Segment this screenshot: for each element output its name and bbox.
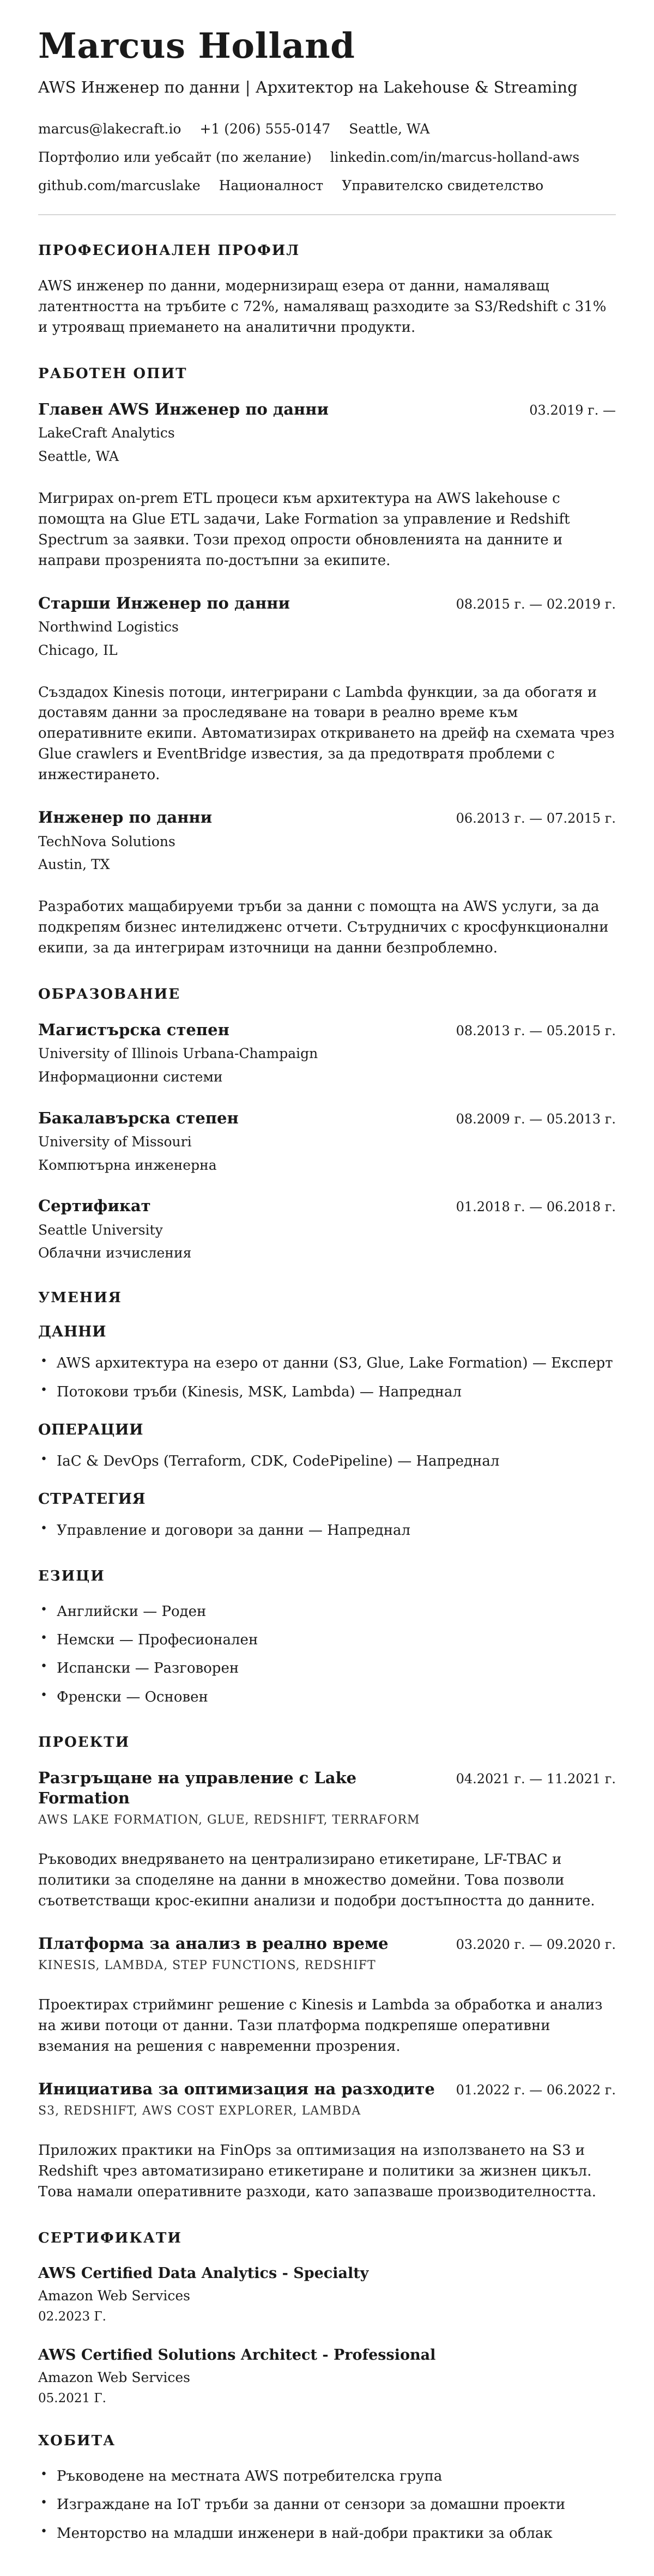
language-item: Испански — Разговорен bbox=[57, 1660, 239, 1677]
education-degree: Бакалавърска степен bbox=[38, 1108, 239, 1127]
section-title-languages: ЕЗИЦИ bbox=[38, 1568, 105, 1584]
education-field: Информационни системи bbox=[38, 1068, 223, 1085]
contact-phone: +1 (206) 555-0147 bbox=[199, 121, 331, 137]
section-profile bbox=[38, 242, 616, 338]
section-hobbies bbox=[38, 2433, 616, 2543]
list-item bbox=[38, 1521, 616, 1540]
skill-group-strategy: СТРАТЕГИЯ bbox=[38, 1491, 146, 1508]
job-description: Мигрирах on-prem ETL процеси към архитектура на AWS lakehouse с помощта на Glue ETL задачи, Lake Formation за управление и Redshift Spectrum за заявки. Този преход опрости обновленията на данните и направи прозренията по-достъпни за екипите. bbox=[38, 490, 570, 569]
language-item: Френски — Основен bbox=[57, 1688, 208, 1705]
list-item bbox=[38, 1687, 616, 1707]
job-dates: 03.2019 г. — bbox=[529, 403, 616, 418]
job-entry bbox=[38, 593, 616, 786]
education-field: Компютърна инженерна bbox=[38, 1157, 217, 1173]
project-entry bbox=[38, 2079, 616, 2203]
education-school: Seattle University bbox=[38, 1222, 163, 1238]
skill-list bbox=[38, 1451, 616, 1471]
contact-row-2 bbox=[38, 148, 616, 167]
list-item bbox=[38, 1630, 616, 1650]
project-tags: AWS LAKE FORMATION, GLUE, REDSHIFT, TERRAFORM bbox=[38, 1813, 420, 1827]
job-head bbox=[38, 399, 616, 419]
hobby-list bbox=[38, 2466, 616, 2543]
job-dates: 06.2013 г. — 07.2015 г. bbox=[456, 811, 616, 827]
hobby-item: Ръководене на местната AWS потребителска група bbox=[57, 2468, 443, 2485]
job-dates: 08.2015 г. — 02.2019 г. bbox=[456, 596, 616, 612]
education-field: Облачни изчисления bbox=[38, 1245, 192, 1261]
education-entry bbox=[38, 1108, 616, 1175]
hobby-item: Менторство на младши инженери в най-добри практики за облак bbox=[57, 2525, 553, 2542]
education-school: University of Illinois Urbana-Champaign bbox=[38, 1046, 318, 1062]
language-item: Английски — Роден bbox=[57, 1603, 207, 1620]
education-head bbox=[38, 1196, 616, 1216]
contact-email: marcus@lakecraft.io bbox=[38, 121, 181, 137]
job-head bbox=[38, 807, 616, 827]
project-description: Ръководих внедряването на централизирано етикетиране, LF-TBAC и политики за споделяне на данни в множество домейни. Това позволи съответстващи крос-екипни анализи и подобри достъпността до данните. bbox=[38, 1851, 595, 1909]
job-role: Старши Инженер по данни bbox=[38, 593, 290, 612]
job-role: Главен AWS Инженер по данни bbox=[38, 400, 329, 419]
section-languages bbox=[38, 1568, 616, 1708]
project-dates: 01.2022 г. — 06.2022 г. bbox=[456, 2082, 616, 2098]
project-name: Платформа за анализ в реално време bbox=[38, 1934, 389, 1953]
section-education bbox=[38, 986, 616, 1262]
section-skills bbox=[38, 1290, 616, 1541]
section-title-certificates: СЕРТИФИКАТИ bbox=[38, 2229, 182, 2246]
education-head bbox=[38, 1020, 616, 1040]
project-dates: 04.2021 г. — 11.2021 г. bbox=[456, 1771, 616, 1787]
person-name: Marcus Holland bbox=[38, 26, 355, 66]
job-company: LakeCraft Analytics bbox=[38, 425, 175, 441]
project-description: Приложих практики на FinOps за оптимизация на използването на S3 и Redshift чрез автоматизирано етикетиране и политики за жизнен цикъл. Това намали оперативните разходи, като запазваше производителността. bbox=[38, 2142, 596, 2200]
list-item bbox=[38, 1382, 616, 1402]
project-tags: KINESIS, LAMBDA, STEP FUNCTIONS, REDSHIFT bbox=[38, 1958, 376, 1972]
education-entry bbox=[38, 1020, 616, 1086]
job-description: Създадох Kinesis потоци, интегрирани с Lambda функции, за да обогатя и доставям данни за проследяване на товари в реално време към оперативните екипи. Автоматизирах откриването на дрейф на схемата чрез Glue crawlers и EventBridge известия, за да предотвратя проблеми с инжестирането. bbox=[38, 684, 615, 783]
skill-group-operations: ОПЕРАЦИИ bbox=[38, 1421, 143, 1438]
header-divider bbox=[38, 214, 616, 215]
section-title-hobbies: ХОБИТА bbox=[38, 2433, 116, 2450]
education-school: University of Missouri bbox=[38, 1133, 192, 1150]
project-dates: 03.2020 г. — 09.2020 г. bbox=[456, 1936, 616, 1952]
project-name: Инициатива за оптимизация на разходите bbox=[38, 2079, 435, 2098]
hobby-item: Изграждане на IoT тръби за данни от сензори за домашни проекти bbox=[57, 2496, 566, 2513]
job-description: Разработих мащабируеми тръби за данни с помощта на AWS услуги, за да подкрепям бизнес интелидженс отчети. Сътрудничих с кросфункционални екипи, за да интегрирам източници на данни безпроблемно. bbox=[38, 898, 609, 956]
section-title-projects: ПРОЕКТИ bbox=[38, 1734, 130, 1751]
job-role: Инженер по данни bbox=[38, 808, 213, 827]
project-name: Разгръщане на управление с Lake Formation bbox=[38, 1769, 357, 1807]
section-title-skills: УМЕНИЯ bbox=[38, 1290, 122, 1307]
list-item bbox=[38, 2495, 616, 2514]
project-head bbox=[38, 2079, 616, 2099]
project-head bbox=[38, 1934, 616, 1953]
job-location: Chicago, IL bbox=[38, 642, 118, 658]
project-entry bbox=[38, 1768, 616, 1911]
list-item bbox=[38, 1602, 616, 1621]
headline: AWS Инженер по данни | Архитектор на Lakehouse & Streaming bbox=[38, 78, 578, 97]
list-item bbox=[38, 2524, 616, 2543]
education-head bbox=[38, 1108, 616, 1128]
certificate-issuer: Amazon Web Services bbox=[38, 2287, 190, 2304]
contact-location: Seattle, WA bbox=[349, 121, 430, 137]
education-dates: 08.2013 г. — 05.2015 г. bbox=[456, 1023, 616, 1038]
certificate-date: 05.2021 Г. bbox=[38, 2391, 106, 2406]
education-entry bbox=[38, 1196, 616, 1262]
skill-item: AWS архитектура на езеро от данни (S3, Glue, Lake Formation) — Експерт bbox=[57, 1355, 613, 1372]
skill-item: IaC & DevOps (Terraform, CDK, CodePipeline) — Напреднал bbox=[57, 1453, 500, 1469]
certificate-entry bbox=[38, 2264, 616, 2324]
skill-list bbox=[38, 1521, 616, 1540]
section-projects bbox=[38, 1734, 616, 2203]
skill-item: Управление и договори за данни — Напреднал bbox=[57, 1522, 411, 1539]
resume-header bbox=[38, 27, 616, 195]
section-title-profile: ПРОФЕСИОНАЛЕН ПРОФИЛ bbox=[38, 242, 300, 259]
list-item bbox=[38, 2466, 616, 2486]
contact-linkedin: linkedin.com/in/marcus-holland-aws bbox=[330, 149, 580, 165]
certificate-name: AWS Certified Solutions Architect - Professional bbox=[38, 2346, 436, 2364]
list-item bbox=[38, 1658, 616, 1678]
job-entry bbox=[38, 807, 616, 959]
job-location: Seattle, WA bbox=[38, 448, 119, 465]
contact-driving-license: Управителско свидетелство bbox=[342, 177, 544, 193]
education-degree: Сертификат bbox=[38, 1196, 151, 1216]
job-entry bbox=[38, 399, 616, 572]
list-item bbox=[38, 1353, 616, 1373]
profile-summary: AWS инженер по данни, модернизиращ езера от данни, намаляващ латентността на тръбите с 72%, намаляващ разходите за S3/Redshift с 31% и утрояващ приемането на аналитични продукти. bbox=[38, 278, 607, 336]
job-company: Northwind Logistics bbox=[38, 619, 179, 635]
project-tags: S3, REDSHIFT, AWS COST EXPLORER, LAMBDA bbox=[38, 2104, 361, 2118]
project-head bbox=[38, 1768, 616, 1808]
contact-github: github.com/marcuslake bbox=[38, 177, 201, 193]
certificate-entry bbox=[38, 2346, 616, 2405]
certificate-name: AWS Certified Data Analytics - Specialty bbox=[38, 2264, 369, 2282]
certificate-date: 02.2023 Г. bbox=[38, 2309, 106, 2324]
contact-row-1 bbox=[38, 120, 616, 138]
language-item: Немски — Професионален bbox=[57, 1632, 258, 1649]
section-title-experience: РАБОТЕН ОПИТ bbox=[38, 366, 187, 382]
certificate-issuer: Amazon Web Services bbox=[38, 2370, 190, 2386]
language-list bbox=[38, 1602, 616, 1708]
section-title-education: ОБРАЗОВАНИЕ bbox=[38, 986, 181, 1003]
project-entry bbox=[38, 1934, 616, 2057]
list-item bbox=[38, 1451, 616, 1471]
skill-item: Потокови тръби (Kinesis, MSK, Lambda) — Напреднал bbox=[57, 1383, 462, 1400]
job-head bbox=[38, 593, 616, 613]
contact-row-3 bbox=[38, 177, 616, 195]
education-dates: 01.2018 г. — 06.2018 г. bbox=[456, 1199, 616, 1215]
contact-portfolio: Портфолио или уебсайт (по желание) bbox=[38, 149, 312, 165]
section-experience bbox=[38, 366, 616, 959]
education-degree: Магистърска степен bbox=[38, 1020, 229, 1039]
section-certificates bbox=[38, 2230, 616, 2405]
contact-nationality: Националност bbox=[219, 177, 324, 193]
job-location: Austin, TX bbox=[38, 856, 110, 873]
skill-group-data: ДАННИ bbox=[38, 1323, 107, 1341]
skill-list bbox=[38, 1353, 616, 1402]
project-description: Проектирах стрийминг решение с Kinesis и Lambda за обработка и анализ на живи потоци от данни. Тази платформа подкрепяше оперативни вземания на решения с навременни прозрения. bbox=[38, 1996, 603, 2055]
job-company: TechNova Solutions bbox=[38, 833, 175, 849]
education-dates: 08.2009 г. — 05.2013 г. bbox=[456, 1111, 616, 1127]
